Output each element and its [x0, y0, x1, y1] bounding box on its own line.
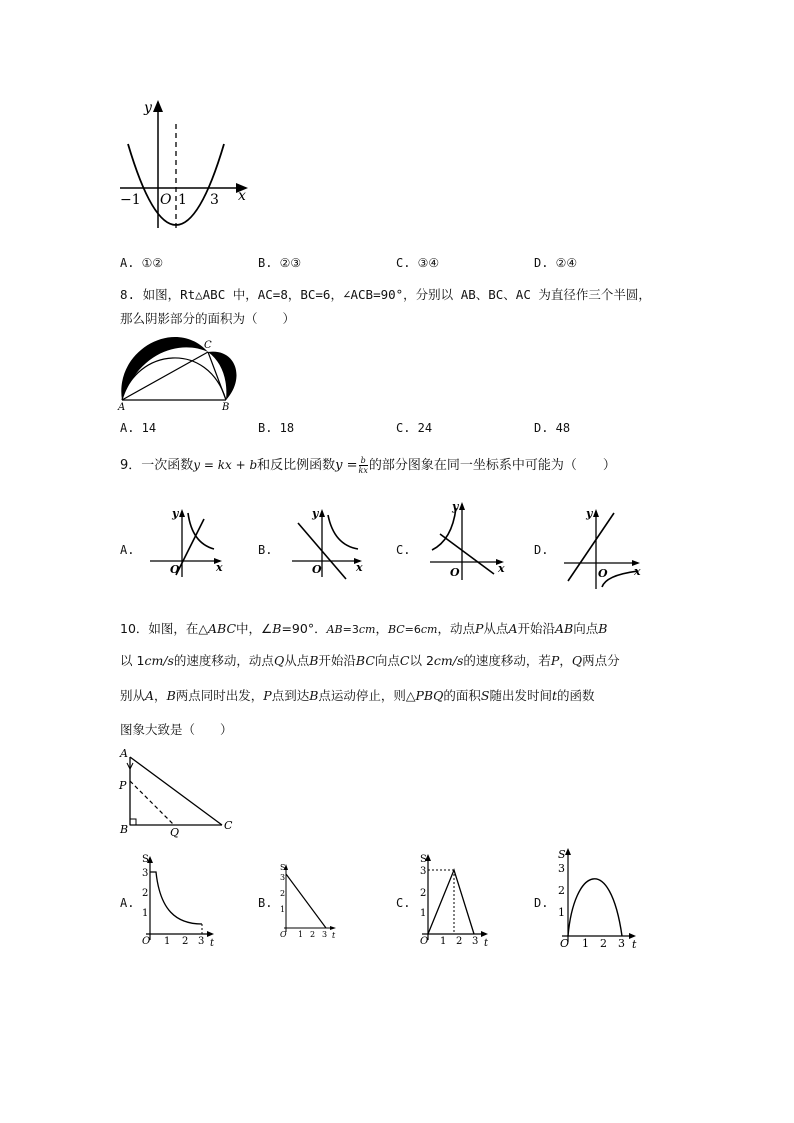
tick-x3: 3 — [472, 936, 479, 947]
tick-y3: 3 — [280, 873, 286, 882]
t: 两点分 — [582, 653, 620, 668]
q7-option-d[interactable]: D. ②④ — [534, 256, 578, 270]
tick-y1: 1 — [420, 908, 427, 919]
tick-y3: 3 — [558, 862, 565, 875]
tick-y3: 3 — [420, 866, 427, 877]
hyperbola-branch — [328, 515, 358, 549]
q9-question — [120, 454, 616, 475]
parabola-curve — [568, 879, 622, 936]
tick-x2: 2 — [600, 937, 607, 950]
t: PBQ — [415, 688, 444, 703]
t: 从点 — [284, 653, 310, 668]
t: 以 2 — [409, 653, 434, 668]
y-label: y — [586, 507, 593, 520]
q7-option-b[interactable]: B. ②③ — [258, 256, 302, 270]
t: 两点同时出发， — [175, 688, 264, 703]
q9-graph-b — [288, 505, 368, 581]
origin-label: O — [312, 563, 322, 576]
tick-y2: 2 — [142, 888, 149, 899]
tick-1: 1 — [178, 192, 187, 208]
tick-x2: 2 — [456, 936, 463, 947]
tick-y1: 1 — [280, 905, 286, 914]
t: ，动点 — [437, 621, 475, 636]
tick-y2: 2 — [420, 888, 427, 899]
y-label: y — [312, 507, 319, 520]
origin-label: O — [280, 930, 287, 939]
q9-expr-inverse: y = — [335, 458, 358, 473]
s-label: S — [420, 854, 427, 865]
origin-label: O — [598, 567, 608, 580]
t: S — [480, 688, 490, 703]
t: 以 1 — [120, 653, 145, 668]
q10-line1 — [120, 621, 607, 638]
right-angle-mark — [130, 819, 136, 825]
q9-option-a[interactable]: A. — [120, 543, 135, 557]
tick-x2: 2 — [310, 930, 316, 939]
x-label: x — [634, 565, 641, 578]
vertex-b: B — [120, 823, 129, 836]
tick-x3: 3 — [322, 930, 328, 939]
t-label: t — [484, 938, 489, 949]
q9-graph-c — [428, 498, 510, 582]
q10-graph-d — [552, 844, 642, 951]
point-p: P — [119, 779, 127, 792]
t: 向点 — [374, 653, 400, 668]
vertex-b: B — [222, 402, 230, 413]
t: B — [309, 688, 319, 703]
tick-x1: 1 — [440, 936, 447, 947]
x-label: x — [356, 561, 363, 574]
t: 10．如图，在△ — [120, 621, 209, 636]
y-label: y — [452, 500, 459, 513]
tick-x3: 3 — [618, 937, 625, 950]
q10-triangle-figure — [116, 745, 240, 837]
t: BC — [387, 623, 405, 636]
vertex-a: A — [118, 402, 126, 413]
t: Q — [273, 653, 285, 668]
s-label: S — [142, 854, 149, 865]
q9-fraction — [359, 456, 368, 475]
t: 的函数 — [557, 688, 595, 703]
origin-label: O — [142, 936, 151, 947]
t: 随出发时间 — [489, 688, 552, 703]
q9-option-c[interactable]: C. — [396, 543, 411, 557]
q9-option-b[interactable]: B. — [258, 543, 273, 557]
t: cm — [358, 623, 376, 636]
q10-line3 — [120, 688, 595, 704]
q8-option-c[interactable]: C. 24 — [396, 421, 433, 435]
t: =90°． — [281, 621, 327, 636]
x-label: x — [498, 562, 505, 575]
tick-neg1: −1 — [120, 192, 141, 208]
q8-semicircle-figure — [116, 330, 246, 416]
q10-graph-c — [412, 850, 494, 948]
t: =6 — [404, 623, 421, 636]
q10-option-d[interactable]: D. — [534, 896, 549, 910]
t: 开始沿 — [318, 653, 356, 668]
q9-expr-linear: y = kx + b — [193, 458, 258, 472]
t: ， — [154, 688, 167, 703]
t: AB — [326, 623, 343, 636]
t: 中，∠ — [236, 621, 273, 636]
tick-y1: 1 — [558, 906, 565, 919]
t: cm/s — [433, 653, 464, 668]
t: BC — [355, 653, 375, 668]
origin-label: O — [560, 937, 570, 950]
q10-line2 — [120, 653, 620, 669]
t: C — [399, 653, 410, 668]
t: AB — [554, 621, 574, 636]
t: A — [145, 688, 155, 703]
t: B — [166, 688, 176, 703]
q8-question-line1: 8. 如图，Rt△ABC 中，AC=8，BC=6，∠ACB=90°，分别以 AB、BC、AC 为直径作三个半圆， — [120, 287, 651, 302]
t: 别从 — [120, 688, 146, 703]
q8-option-b[interactable]: B. 18 — [258, 421, 295, 435]
t: 向点 — [573, 621, 599, 636]
q10-line4: 图象大致是（ ） — [120, 722, 233, 737]
x-label: x — [216, 561, 223, 574]
origin-label: O — [420, 936, 429, 947]
point-q: Q — [170, 826, 180, 839]
tick-y2: 2 — [280, 889, 286, 898]
q9-text-mid: 和反比例函数 — [257, 458, 336, 473]
curve — [150, 872, 202, 924]
t: ABC — [208, 621, 237, 636]
y-label: y — [144, 100, 152, 116]
t: B — [598, 621, 608, 636]
t: t — [551, 688, 558, 703]
t: 的速度移动，若 — [463, 653, 551, 668]
tick-x3: 3 — [198, 936, 205, 947]
q7-option-c[interactable]: C. ③④ — [396, 256, 440, 270]
q8-option-d[interactable]: D. 48 — [534, 421, 571, 435]
triangle-graph — [428, 870, 474, 934]
t: B — [309, 653, 319, 668]
vertex-a: A — [120, 747, 128, 760]
t: A — [508, 621, 518, 636]
q9-text-before: 9．一次函数 — [120, 458, 194, 473]
line-graph — [176, 519, 204, 575]
q9-frac-num: b — [359, 456, 368, 466]
q10-option-c[interactable]: C. — [396, 896, 411, 910]
vertex-c: C — [224, 819, 233, 832]
tick-y2: 2 — [558, 884, 565, 897]
origin-label: O — [160, 192, 172, 208]
tick-y3: 3 — [142, 868, 149, 879]
t: 从点 — [483, 621, 509, 636]
t-label: t — [210, 938, 215, 949]
q8-question-line2: 那么阴影部分的面积为（ ） — [120, 311, 296, 326]
q10-graph-b — [276, 860, 340, 940]
tick-y1: 1 — [142, 908, 149, 919]
s-label: S — [558, 848, 566, 861]
tick-x1: 1 — [582, 937, 589, 950]
t: B — [272, 621, 282, 636]
origin-label: O — [450, 566, 460, 579]
t: Q — [571, 653, 583, 668]
q9-option-d[interactable]: D. — [534, 543, 549, 557]
t: ， — [375, 621, 388, 636]
tick-x1: 1 — [298, 930, 304, 939]
t: 的速度移动，动点 — [173, 653, 274, 668]
t: P — [475, 621, 484, 636]
y-axis-arrow — [153, 100, 163, 112]
t: 点运动停止，则△ — [318, 688, 416, 703]
x-label: x — [238, 188, 246, 204]
q10-option-a[interactable]: A. — [120, 896, 135, 910]
lune-ac — [121, 337, 208, 400]
parabola-curve — [128, 144, 224, 225]
t: =3 — [342, 623, 359, 636]
t: P — [263, 688, 272, 703]
q7-option-a[interactable]: A. ①② — [120, 256, 164, 270]
lune-bc — [208, 352, 236, 400]
segment-pq — [130, 781, 174, 825]
t: cm/s — [144, 653, 174, 668]
t: 的面积 — [443, 688, 481, 703]
t: 开始沿 — [517, 621, 555, 636]
q8-option-a[interactable]: A. 14 — [120, 421, 157, 435]
t: P — [550, 653, 560, 668]
q9-frac-den: kx — [358, 466, 368, 475]
q7-parabola-graph — [110, 96, 260, 236]
q9-graph-d — [562, 505, 646, 591]
y-label: y — [172, 507, 179, 520]
tick-3: 3 — [210, 192, 219, 208]
q10-graph-a — [136, 850, 220, 949]
tick-x2: 2 — [182, 936, 189, 947]
line-graph — [440, 534, 494, 574]
vertex-c: C — [204, 340, 212, 351]
t: ， — [559, 653, 572, 668]
tick-x1: 1 — [164, 936, 171, 947]
q9-text-after: 的部分图象在同一坐标系中可能为（ ） — [368, 458, 616, 473]
s-label: S — [280, 863, 286, 872]
q10-option-b[interactable]: B. — [258, 896, 273, 910]
t: cm — [420, 623, 438, 636]
side-ac — [130, 757, 222, 825]
line-graph — [286, 874, 326, 928]
origin-label: O — [170, 563, 180, 576]
q9-graph-a — [148, 505, 228, 581]
t-label: t — [332, 931, 336, 940]
t: 点到达 — [271, 688, 310, 703]
t-label: t — [632, 938, 637, 951]
